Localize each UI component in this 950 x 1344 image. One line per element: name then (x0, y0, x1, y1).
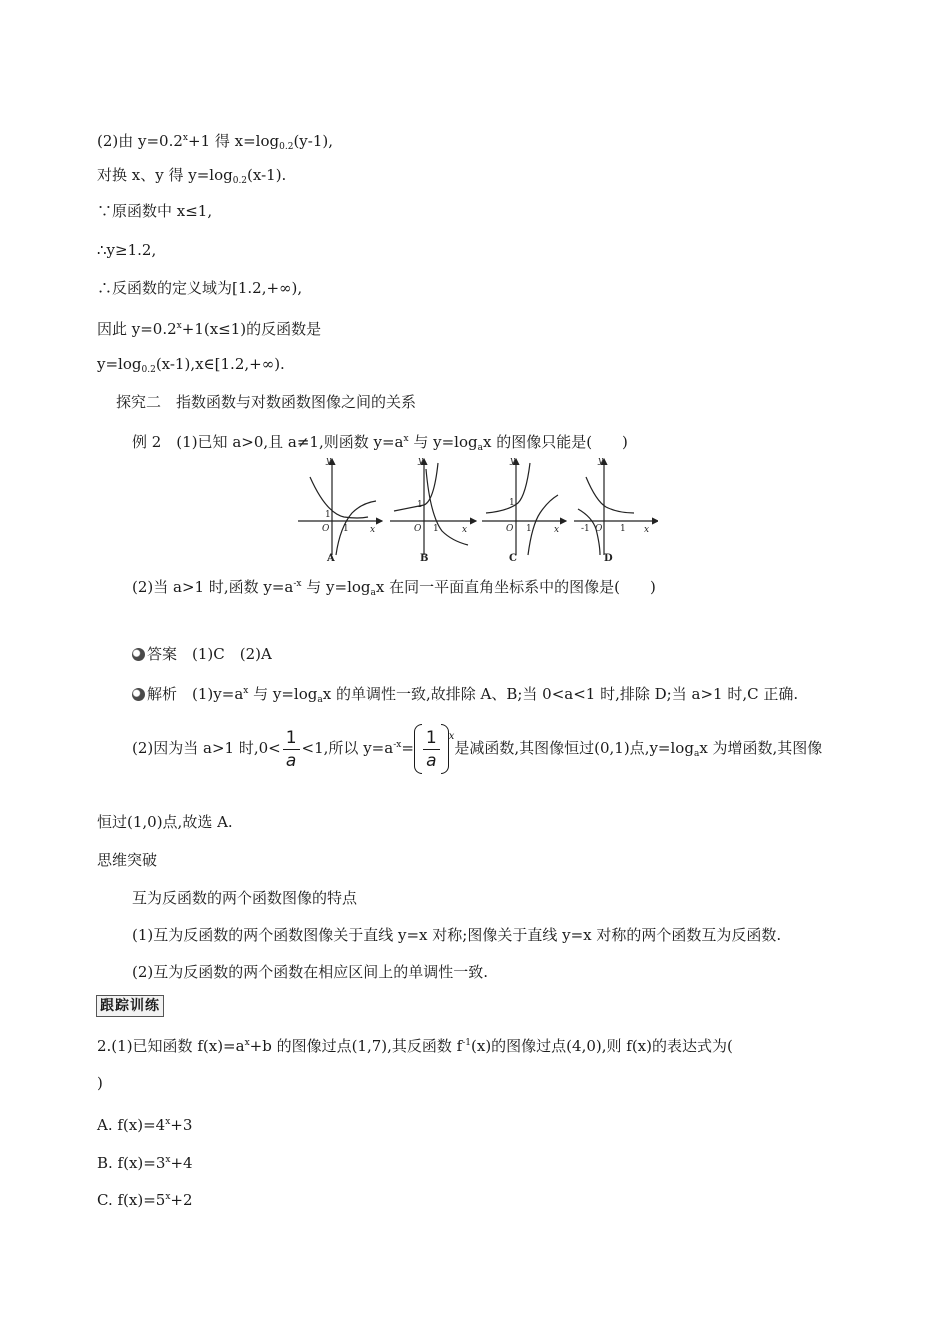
svg-text:-1: -1 (581, 524, 590, 534)
answer-badge-icon (132, 648, 145, 661)
paren-fraction: $\frac{1}{a}$ (414, 726, 449, 773)
solution-line-1: (2)由 $y=0.2^x+1$ 得 $x=\log_{0.2}(y-1)$, (97, 132, 333, 152)
analysis-label: 解析 (147, 685, 178, 703)
solution-line-3: ∵原函数中 x≤1, (97, 202, 213, 220)
graph-label-d: D (604, 553, 613, 564)
thinking-subtitle: 互为反函数的两个函数图像的特点 (132, 889, 358, 907)
svg-text:O: O (322, 524, 330, 534)
thinking-point-2: (2)互为反函数的两个函数在相应区间上的单调性一致. (132, 963, 489, 981)
analysis-line-3: 恒过(1,0)点,故选 A. (97, 813, 233, 831)
training-question: 2.(1)已知函数 $f(x)=a^x+b$ 的图像过点(1,7),其反函数 $f^{-1}(x)$的图像过点(4,0),则 f(x)的表达式为( (97, 1037, 733, 1055)
analysis-badge-icon (132, 688, 145, 701)
solution-line-6: 因此 $y=0.2^x+1(x\le 1)$的反函数是 (97, 320, 322, 338)
svg-text:y: y (510, 456, 516, 466)
svg-text:1: 1 (526, 524, 532, 534)
thinking-title: 思维突破 (97, 851, 158, 869)
graph-a (298, 459, 382, 555)
svg-text:O: O (414, 524, 422, 534)
answer-text: (1)C (2)A (192, 645, 272, 663)
option-graphs (296, 455, 658, 567)
solution-line-4: ∴y≥1.2, (97, 241, 157, 259)
analysis-line-2: (2)因为当 a>1 时,0< $\frac{1}{a}$ <1,所以 $y=a^{-x}=$ $\frac{1}{a}$ $^x$是减函数,其图像恒过(0,1)点$,y=\log_ax$ 为增函数,其图像 (132, 722, 822, 777)
training-question-close: ) (97, 1074, 103, 1092)
answer-label: 答案 (147, 645, 178, 663)
svg-text:x: x (644, 525, 650, 535)
graph-label-b: B (420, 553, 429, 564)
thinking-point-1: (1)互为反函数的两个函数图像关于直线 y=x 对称;图像关于直线 y=x 对称的两个函数互为反函数. (132, 926, 782, 944)
option-c: C. $f(x)=5^x+2$ (97, 1191, 193, 1209)
svg-text:x: x (370, 525, 376, 535)
svg-text:O: O (506, 524, 514, 534)
svg-text:y: y (418, 456, 424, 466)
answer-line (132, 644, 272, 664)
option-a: A. $f(x)=4^x+3$ (97, 1116, 193, 1134)
graph-label-c: C (509, 553, 517, 564)
svg-text:x: x (462, 525, 468, 535)
graph-label-a: A (327, 553, 335, 564)
svg-text:y: y (326, 456, 332, 466)
svg-text:x: x (554, 525, 560, 535)
graph-b (390, 459, 476, 555)
analysis-line-1: 解析 $(1)y=a^x$ 与 $y=\log_ax$ 的单调性一致,故排除 A、B;当 0<a<1 时,排除 D;当 a>1 时,C 正确. (132, 681, 798, 710)
graph-d (574, 459, 658, 555)
example-question-1: 例 2 (1)已知 a>0,且 a≠1,则函数 $y=a^x$ 与 $y=\log_ax$ 的图像只能是( ) (132, 433, 628, 453)
section-title: 探究二 指数函数与对数函数图像之间的关系 (116, 393, 417, 411)
svg-text:1: 1 (433, 524, 439, 534)
svg-text:y: y (598, 456, 604, 466)
fraction-one-over-a: $\frac{1}{a}$ (283, 727, 300, 772)
svg-text:O: O (595, 524, 603, 534)
solution-line-7: $y=\log_{0.2}(x-1),x\in[1.2,+\infty)$. (97, 355, 285, 375)
svg-text:1: 1 (325, 510, 331, 520)
training-label: 跟踪训练 (96, 995, 164, 1017)
solution-line-5: ∴反函数的定义域为[1.2,+∞), (97, 279, 303, 297)
solution-line-2: 对换 x、y 得 $y=\log_{0.2}(x-1)$. (97, 166, 287, 186)
svg-text:1: 1 (620, 524, 626, 534)
svg-text:1: 1 (343, 524, 349, 534)
svg-text:1: 1 (509, 498, 515, 508)
graph-c (482, 459, 566, 555)
svg-text:1: 1 (417, 500, 423, 510)
option-b: B. $f(x)=3^x+4$ (97, 1154, 193, 1172)
example-question-2: (2)当 a>1 时,函数 $y=a^{-x}$ 与 $y=\log_ax$ 在同一平面直角坐标系中的图像是( ) (132, 578, 656, 598)
